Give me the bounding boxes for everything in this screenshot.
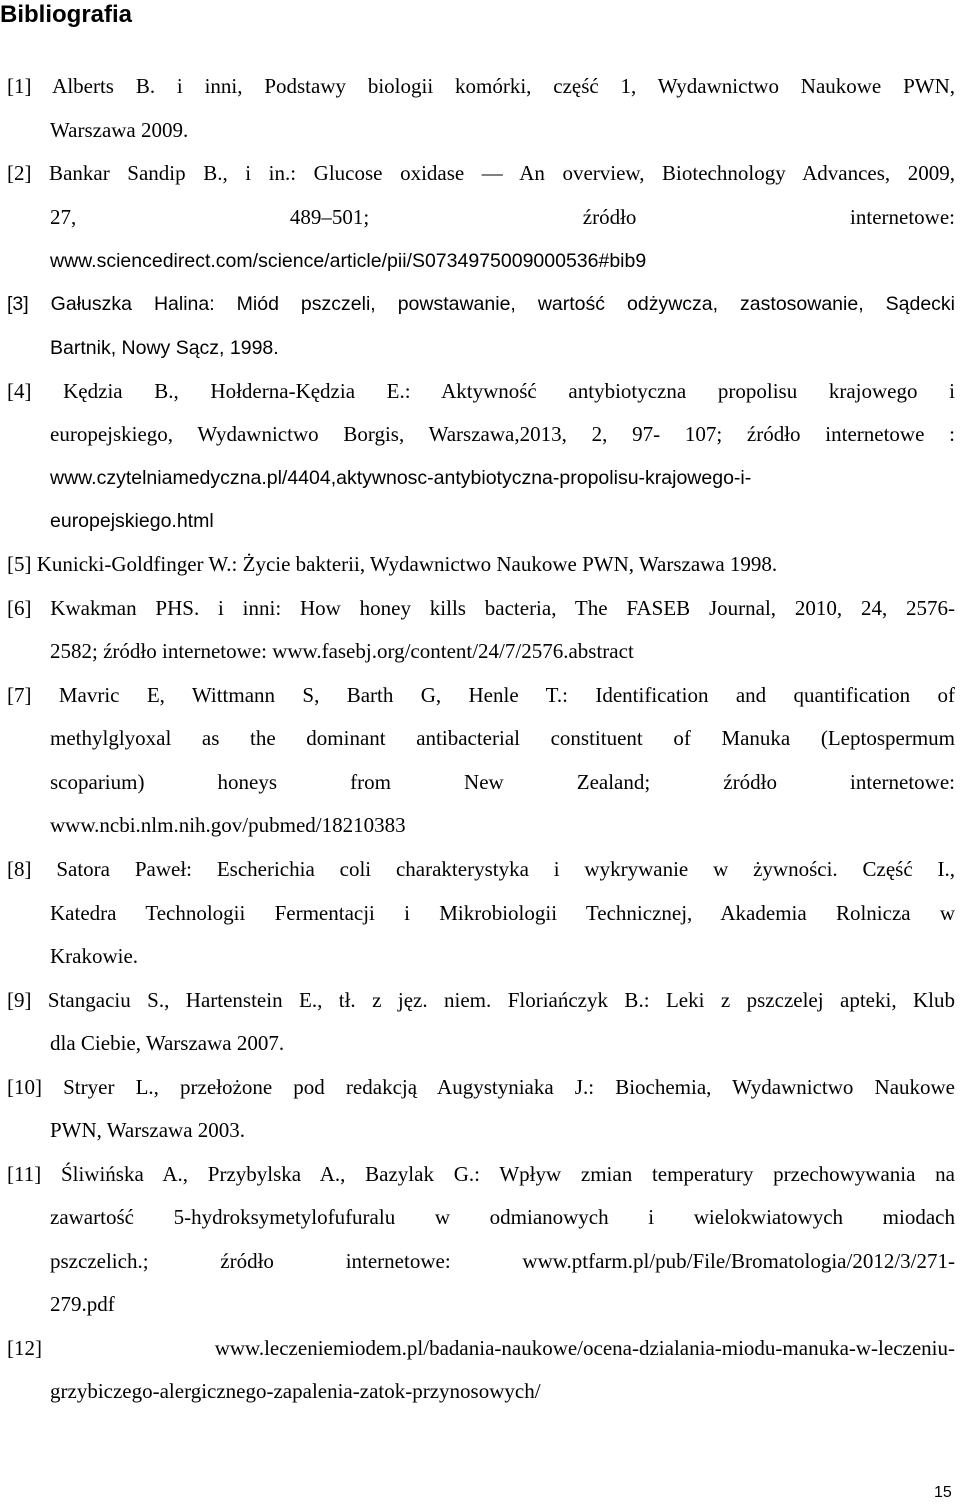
reference-line: [6] Kwakman PHS. i inni: How honey kills bacteria, The FASEB Journal, 2010, 24, 2576- (7, 596, 955, 620)
page-number: 15 (934, 1484, 952, 1501)
reference-line: PWN, Warszawa 2003. (50, 1118, 246, 1142)
reference-line: [8] Satora Paweł: Escherichia coli charakterystyka i wykrywanie w żywności. Część I., (7, 857, 955, 881)
reference-line: zawartość 5-hydroksymetylofufuralu w odmianowych i wielokwiatowych miodach (50, 1205, 955, 1229)
reference-line: grzybiczego-alergicznego-zapalenia-zatok-przynosowych/ (50, 1379, 541, 1403)
reference-line: [10] Stryer L., przełożone pod redakcją Augystyniaka J.: Biochemia, Wydawnictwo Naukowe (7, 1075, 955, 1099)
reference-line: [5] Kunicki-Goldfinger W.: Życie bakterii, Wydawnictwo Naukowe PWN, Warszawa 1998. (7, 552, 778, 576)
reference-line: dla Ciebie, Warszawa 2007. (50, 1031, 285, 1055)
reference-line: 2582; źródło internetowe: www.fasebj.org/content/24/7/2576.abstract (50, 639, 634, 663)
reference-line: [1] Alberts B. i inni, Podstawy biologii komórki, część 1, Wydawnictwo Naukowe PWN, (7, 74, 955, 98)
reference-line: europejskiego.html (50, 510, 214, 532)
reference-line: Warszawa 2009. (50, 118, 189, 142)
reference-line: www.ncbi.nlm.nih.gov/pubmed/18210383 (50, 813, 406, 837)
reference-line: [3] Gałuszka Halina: Miód pszczeli, powstawanie, wartość odżywcza, zastosowanie, Sądecki (7, 293, 955, 315)
reference-line: [4] Kędzia B., Hołderna-Kędzia E.: Aktywność antybiotyczna propolisu krajowego i (7, 379, 955, 403)
reference-line: www.sciencedirect.com/science/article/pii/S0734975009000536#bib9 (50, 250, 647, 272)
reference-line: Bartnik, Nowy Sącz, 1998. (50, 337, 279, 359)
reference-line: Katedra Technologii Fermentacji i Mikrobiologii Technicznej, Akademia Rolnicza w (50, 901, 955, 925)
reference-line: pszczelich.; źródło internetowe: www.ptfarm.pl/pub/File/Bromatologia/2012/3/271- (50, 1249, 955, 1273)
reference-line: [9] Stangaciu S., Hartenstein E., tł. z jęz. niem. Floriańczyk B.: Leki z pszczelej apteki, Klub (7, 988, 955, 1012)
reference-line: Krakowie. (50, 944, 139, 968)
reference-line: europejskiego, Wydawnictwo Borgis, Warszawa,2013, 2, 97- 107; źródło internetowe : (50, 422, 955, 446)
reference-line: www.czytelniamedyczna.pl/4404,aktywnosc-antybiotyczna-propolisu-krajowego-i- (50, 467, 752, 489)
reference-line: 279.pdf (50, 1292, 115, 1316)
reference-line: 27, 489–501; źródło internetowe: (50, 205, 955, 229)
reference-line: [12] www.leczeniemiodem.pl/badania-naukowe/ocena-dzialania-miodu-manuka-w-leczeniu- (7, 1336, 955, 1360)
reference-line: [11] Śliwińska A., Przybylska A., Bazylak G.: Wpływ zmian temperatury przechowywania na (7, 1162, 955, 1186)
reference-line: [2] Bankar Sandip B., i in.: Glucose oxidase — An overview, Biotechnology Advances, 2009, (7, 161, 955, 185)
page-title: Bibliografia (0, 1, 133, 28)
reference-line: methylglyoxal as the dominant antibacterial constituent of Manuka (Leptospermum (50, 726, 955, 750)
reference-line: [7] Mavric E, Wittmann S, Barth G, Henle T.: Identification and quantification of (7, 683, 955, 707)
reference-line: scoparium) honeys from New Zealand; źródło internetowe: (50, 770, 955, 794)
